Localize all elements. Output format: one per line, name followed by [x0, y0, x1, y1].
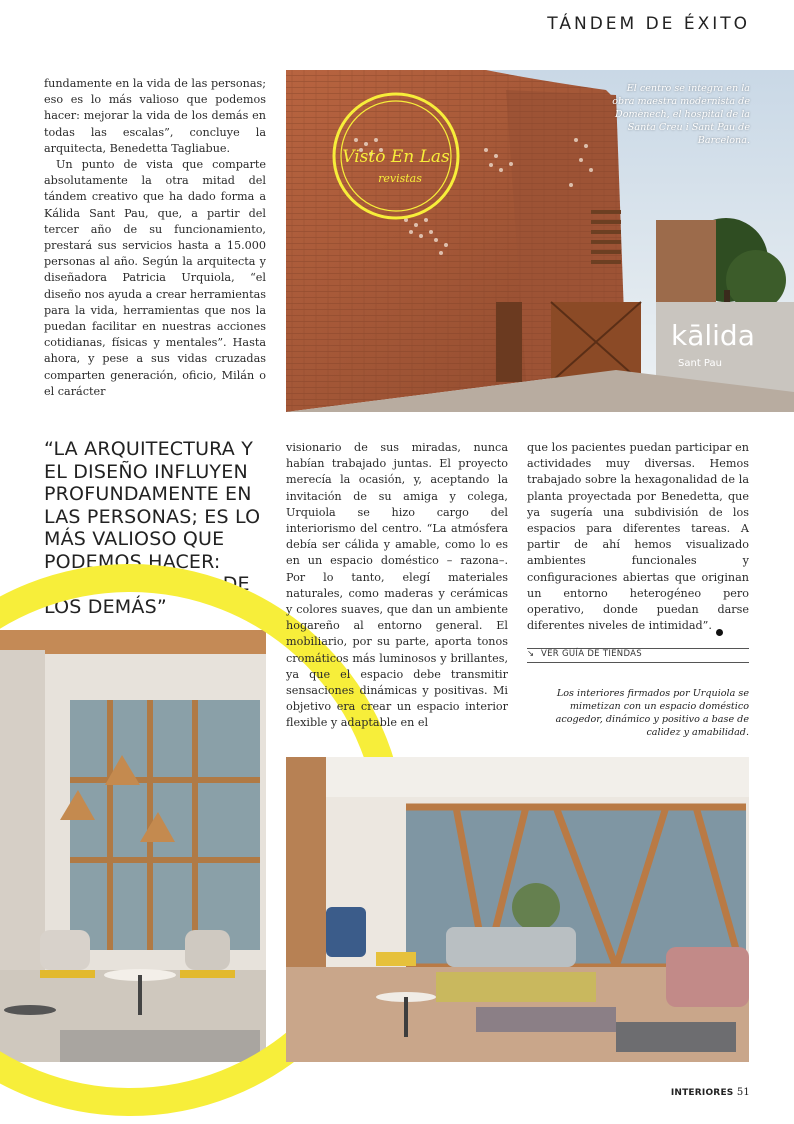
page-footer [671, 1087, 750, 1098]
divider [527, 662, 749, 663]
paragraph: Un punto de vista que comparte absolutamente la otra mitad del tándem creativo que ha dado forma a Kálida Sant Pau, que, a partir del tercer año de su funcionamiento, prestará sus servicios hasta a 15.000 personas al año. Según la arquitecta y diseñadora Patricia Urquiola, “el diseño nos ayuda a crear herramientas para la vida, herramientas que nos la puedan facilitar en nuestras acciones cotidianas, físicas y mentales”. Hasta ahora, y pese a sus vidas cruzadas comparten generación, oficio, Milán o el carácter [44, 158, 266, 398]
article-column-2 [286, 440, 508, 732]
section-title: TÁNDEM DE ÉXITO [547, 14, 750, 34]
magazine-name: INTERIORES [670, 1088, 734, 1098]
pull-quote: “LA ARQUITECTURA Y EL DISEÑO INFLUYEN PROFUNDAMENTE EN LAS PERSONAS; ES LO MÁS VALIOSO QUE PODEMOS HACER: CAMBIAR LA VIDA DE LOS DEMÁS” [44, 438, 261, 618]
building-photo-caption: El centro se integra en la obra maestra modernista de Domènech, el hospital de la Santa Creu i Sant Pau de Barcelona. [612, 83, 750, 146]
paragraph: que los pacientes puedan participar en actividades muy diversas. Hemos trabajado sobre la hexagonalidad de la planta proyectada por Benedetta, que ya sugería una subdivisión de los espacios para diferentes tareas. A partir de ahí hemos visualizado ambientes funcionales y configuraciones abiertas que originan un entorno heterogéneo pero operativo, donde puedan darse diferentes niveles de intimidad”. [527, 441, 749, 633]
store-guide-link[interactable] [527, 649, 749, 659]
signage-sub: Sant Pau [678, 358, 722, 369]
store-guide-label: VER GUÍA DE TIENDAS [541, 649, 642, 659]
stamp-line1: Visto En Las [342, 147, 450, 167]
end-mark [714, 621, 723, 640]
paragraph: visionario de sus miradas, nunca habían trabajado juntas. El proyecto merecía la ocasión, y, aceptando la invitación de su amiga y colega, Urquiola se hizo cargo del interiorismo del centro. “La atmósfera debía ser cálida y amable, como lo es en un espacio doméstico – razona–. Por lo tanto, elegí materiales naturales, como maderas y cerámicas y colores suaves, que dan un ambiente hogareño al entorno general. El mobiliario, por su parte, aporta tonos cromáticos más luminosos y brillantes, ya que el espacio debe transmitir sensaciones dinámicas y positivas. Mi objetivo era crear un espacio interior flexible y adaptable en el [286, 441, 508, 730]
visto-en-las-revistas-stamp [330, 90, 462, 222]
interior-photo-right [286, 757, 749, 1062]
paragraph: fundamente en la vida de las personas; eso es lo más valioso que podemos hacer: mejorar la vida de los demás en todas las escalas”, concluye la arquitecta, Benedetta Tagliabue. [44, 77, 266, 155]
article-column-3 [527, 440, 749, 634]
article-column-1 [44, 76, 266, 400]
arrow-icon: ↘ [527, 649, 535, 659]
page-number: 51 [736, 1087, 750, 1098]
signage-brand: kālida [671, 319, 755, 352]
interior-photo-caption: Los interiores firmados por Urquiola se mimetizan con un espacio doméstico acogedor, dinámico y positivo a base de calidez y amabilidad. [555, 688, 749, 738]
stamp-line2: revistas [378, 172, 422, 185]
